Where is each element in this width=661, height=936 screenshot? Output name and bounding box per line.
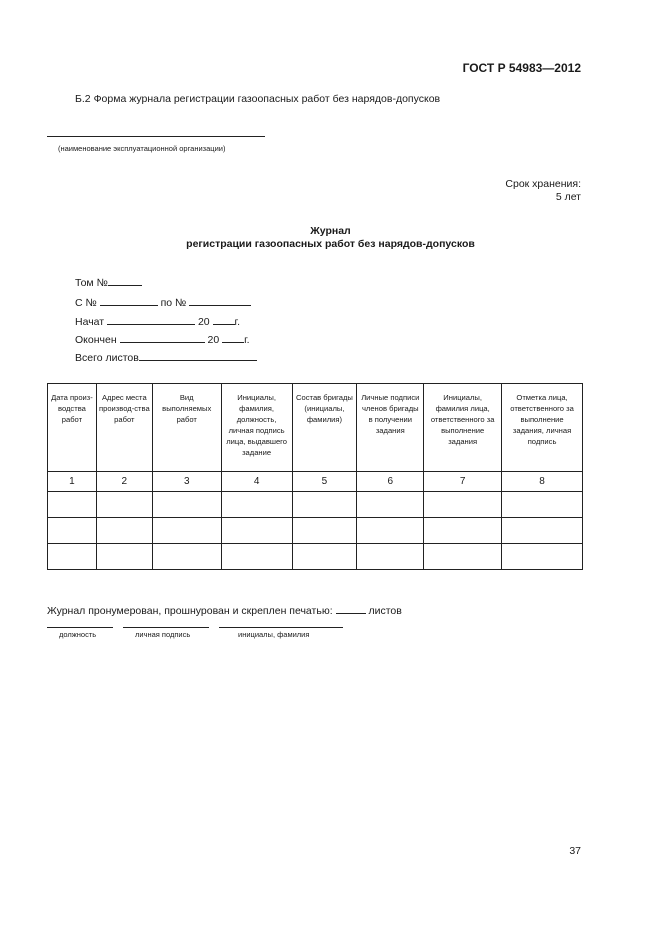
table-cell (152, 492, 221, 518)
organization-caption: (наименование эксплуатационной организации) (58, 144, 226, 153)
to-label: по № (160, 297, 187, 309)
started-year-label: 20 (197, 316, 210, 328)
started-blank (107, 315, 195, 325)
col-number: 2 (96, 472, 152, 492)
col-header-crew-signatures: Личные подписи членов бригады в получении задания (357, 384, 424, 472)
organization-line (47, 136, 265, 137)
table-row (48, 544, 583, 570)
volume-label: Том № (75, 277, 108, 289)
from-blank (100, 296, 158, 306)
form-title: Б.2 Форма журнала регистрации газоопасных работ без нарядов-допусков (75, 93, 441, 105)
table-cell (96, 518, 152, 544)
pagination-statement (47, 604, 402, 617)
finished-label: Окончен (75, 334, 117, 346)
finished-field (75, 333, 250, 346)
col-header-completion-mark: Отметка лица, ответственного за выполнение задания, личная подпись (502, 384, 583, 472)
total-sheets-blank (139, 351, 257, 361)
col-number: 4 (221, 472, 292, 492)
col-header-responsible: Инициалы, фамилия лица, ответственного за выполнение задания (424, 384, 502, 472)
table-cell (48, 492, 97, 518)
started-field (75, 315, 240, 328)
finished-blank (120, 333, 205, 343)
col-number: 6 (357, 472, 424, 492)
col-header-crew: Состав бригады (инициалы, фамилия) (292, 384, 357, 472)
from-label: С № (75, 297, 97, 309)
journal-title: Журнал (310, 225, 351, 237)
storage-label: Срок хранения: (505, 178, 581, 190)
name-line (219, 627, 343, 628)
col-number: 3 (152, 472, 221, 492)
total-sheets-field (75, 351, 257, 364)
col-header-address: Адрес места производ-ства работ (96, 384, 152, 472)
started-year-suffix: г. (234, 316, 241, 328)
table-cell (96, 544, 152, 570)
signature-caption: личная подпись (135, 630, 191, 639)
position-caption: должность (59, 630, 97, 639)
finished-year-label: 20 (207, 334, 220, 346)
volume-blank (108, 276, 142, 286)
col-number: 5 (292, 472, 357, 492)
pagination-text: Журнал пронумерован, прошнурован и скреплен печатью: (47, 605, 333, 617)
sheet-count-blank (336, 604, 366, 614)
total-sheets-label: Всего листов (75, 352, 139, 364)
table-cell (424, 492, 502, 518)
number-row (48, 472, 583, 492)
table-cell (502, 518, 583, 544)
table-cell (221, 544, 292, 570)
table-row (48, 518, 583, 544)
pagination-suffix: листов (368, 605, 402, 617)
table-cell (221, 518, 292, 544)
table-cell (357, 544, 424, 570)
col-number: 8 (502, 472, 583, 492)
table-cell (152, 544, 221, 570)
table-cell (48, 544, 97, 570)
signature-line (123, 627, 209, 628)
range-field (75, 296, 251, 309)
table-cell (357, 518, 424, 544)
col-header-issuer: Инициалы, фамилия, должность, личная подпись лица, выдавшего задание (221, 384, 292, 472)
table-cell (292, 492, 357, 518)
table-row (48, 492, 583, 518)
header-row (48, 384, 583, 472)
name-caption: инициалы, фамилия (238, 630, 310, 639)
table-cell (502, 492, 583, 518)
standard-number: ГОСТ Р 54983—2012 (462, 61, 581, 75)
table-cell (424, 544, 502, 570)
volume-field (75, 276, 142, 289)
table-cell (221, 492, 292, 518)
finished-year-blank (222, 333, 244, 343)
col-header-date: Дата произ-водства работ (48, 384, 97, 472)
col-number: 1 (48, 472, 97, 492)
table-cell (357, 492, 424, 518)
page-number: 37 (569, 845, 581, 857)
registration-table (47, 383, 583, 570)
to-blank (189, 296, 251, 306)
table-cell (424, 518, 502, 544)
col-header-work-type: Вид выполняемых работ (152, 384, 221, 472)
finished-year-suffix: г. (244, 334, 250, 346)
table-cell (48, 518, 97, 544)
col-number: 7 (424, 472, 502, 492)
journal-title-block (0, 225, 661, 251)
storage-period (505, 178, 581, 204)
table-cell (502, 544, 583, 570)
journal-subtitle: регистрации газоопасных работ без нарядов-допусков (186, 238, 475, 250)
started-label: Начат (75, 316, 105, 328)
table-cell (292, 544, 357, 570)
table-cell (292, 518, 357, 544)
table-cell (152, 518, 221, 544)
table-cell (96, 492, 152, 518)
storage-value: 5 лет (555, 191, 581, 203)
started-year-blank (213, 315, 235, 325)
position-line (47, 627, 113, 628)
